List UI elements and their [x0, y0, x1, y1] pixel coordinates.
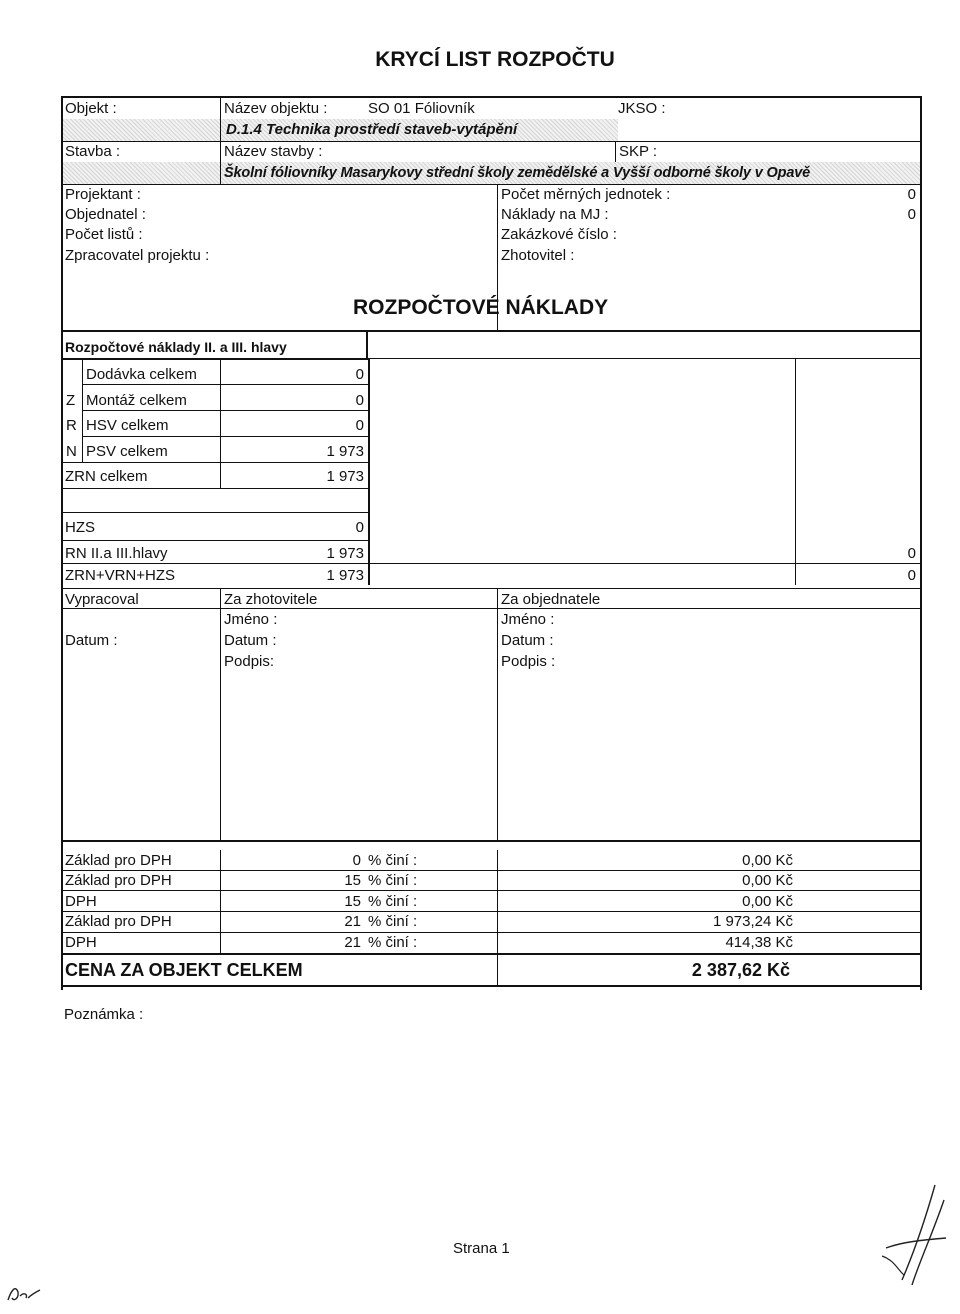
vypracoval-label: Vypracoval: [65, 591, 139, 608]
nazev-objektu-value: SO 01 Fóliovník: [368, 100, 475, 117]
dph-row-5-value: 414,38 Kč: [725, 934, 793, 951]
initials-mark: [4, 1282, 44, 1306]
dph-row-5-pct: % činí :: [368, 934, 418, 951]
pocet-mj-label: Počet měrných jednotek :: [501, 186, 671, 203]
hsv-label: HSV celkem: [86, 417, 169, 434]
datum-label: Datum :: [65, 632, 118, 649]
dph-row-4-pct: % činí :: [368, 913, 418, 930]
stavba-label: Stavba :: [65, 143, 121, 160]
dph-row-1-rate: 0: [352, 852, 361, 869]
dph-row-1-value: 0,00 Kč: [742, 852, 793, 869]
zrn-celkem-label: ZRN celkem: [65, 468, 148, 485]
rozpoctove-naklady-subheading: Rozpočtové náklady II. a III. hlavy: [65, 339, 287, 355]
total-label: ZRN+VRN+HZS: [65, 567, 176, 584]
total-right-value: 0: [907, 567, 916, 584]
objekt-subtitle: D.1.4 Technika prostředí staveb-vytápění: [226, 121, 518, 138]
dph-row-3-rate: 15: [344, 893, 361, 910]
objednatel-label: Objednatel :: [65, 206, 146, 223]
hsv-value: 0: [355, 417, 364, 434]
naklady-mj-label: Náklady na MJ :: [501, 206, 609, 223]
podpis-label: Podpis:: [224, 653, 275, 670]
projektant-label: Projektant :: [65, 186, 141, 203]
zakazkove-cislo-label: Zakázkové číslo :: [501, 226, 617, 243]
dodavka-label: Dodávka celkem: [86, 366, 197, 383]
pocet-listu-label: Počet listů :: [65, 226, 143, 243]
zrn-letter-n: N: [66, 443, 77, 460]
naklady-mj-value: 0: [907, 206, 916, 223]
dph-row-3-pct: % činí :: [368, 893, 418, 910]
jmeno-label: Jméno :: [224, 611, 278, 628]
dph-row-2-value: 0,00 Kč: [742, 872, 793, 889]
rozpoctove-naklady-heading: ROZPOČTOVÉ NÁKLADY: [353, 296, 609, 319]
datum2-label: Datum :: [224, 632, 277, 649]
rn-value: 1 973: [326, 545, 364, 562]
za-objednatele-label: Za objednatele: [501, 591, 601, 608]
dph-row-2-label: Základ pro DPH: [65, 872, 172, 889]
nazev-objektu-label: Název objektu :: [224, 100, 328, 117]
page-number: Strana 1: [453, 1240, 510, 1257]
dph-row-2-pct: % činí :: [368, 872, 418, 889]
jkso-label: JKSO :: [618, 100, 666, 117]
montaz-label: Montáž celkem: [86, 392, 187, 409]
poznamka-label: Poznámka :: [64, 1006, 144, 1023]
skp-label: SKP :: [619, 143, 658, 160]
rn-label: RN II.a III.hlavy: [65, 545, 168, 562]
datum3-label: Datum :: [501, 632, 554, 649]
zrn-celkem-value: 1 973: [326, 468, 364, 485]
zhotovitel-label: Zhotovitel :: [501, 247, 575, 264]
za-zhotovitele-label: Za zhotovitele: [224, 591, 318, 608]
podpis3-label: Podpis :: [501, 653, 556, 670]
cena-celkem-value: 2 387,62 Kč: [691, 960, 790, 980]
page-title: KRYCÍ LIST ROZPOČTU: [375, 48, 615, 71]
dph-row-1-pct: % činí :: [368, 852, 418, 869]
psv-value: 1 973: [326, 443, 364, 460]
dph-row-3-label: DPH: [65, 893, 97, 910]
signature-mark: [880, 1180, 950, 1290]
dph-row-1-label: Základ pro DPH: [65, 852, 172, 869]
zrn-letter-r: R: [66, 417, 77, 434]
nazev-stavby-label: Název stavby :: [224, 143, 323, 160]
dph-row-5-label: DPH: [65, 934, 97, 951]
dph-row-5-rate: 21: [344, 934, 361, 951]
dph-row-2-rate: 15: [344, 872, 361, 889]
dph-row-4-rate: 21: [344, 913, 361, 930]
jmeno3-label: Jméno :: [501, 611, 555, 628]
zrn-letter-z: Z: [66, 392, 76, 409]
objekt-label: Objekt :: [65, 100, 117, 117]
dph-row-4-label: Základ pro DPH: [65, 913, 172, 930]
dph-row-3-value: 0,00 Kč: [742, 893, 793, 910]
hzs-label: HZS: [65, 519, 95, 536]
rn-right-value: 0: [907, 545, 916, 562]
psv-label: PSV celkem: [86, 443, 168, 460]
dph-row-4-value: 1 973,24 Kč: [712, 913, 793, 930]
montaz-value: 0: [355, 392, 364, 409]
cena-celkem-label: CENA ZA OBJEKT CELKEM: [65, 960, 303, 980]
nazev-stavby-value: Školní fóliovníky Masarykovy střední školy zemědělské a Vyšší odborné školy v Opavě: [224, 165, 811, 181]
hzs-value: 0: [355, 519, 364, 536]
dodavka-value: 0: [355, 366, 364, 383]
zpracovatel-label: Zpracovatel projektu :: [65, 247, 210, 264]
total-value: 1 973: [326, 567, 364, 584]
pocet-mj-value: 0: [907, 186, 916, 203]
